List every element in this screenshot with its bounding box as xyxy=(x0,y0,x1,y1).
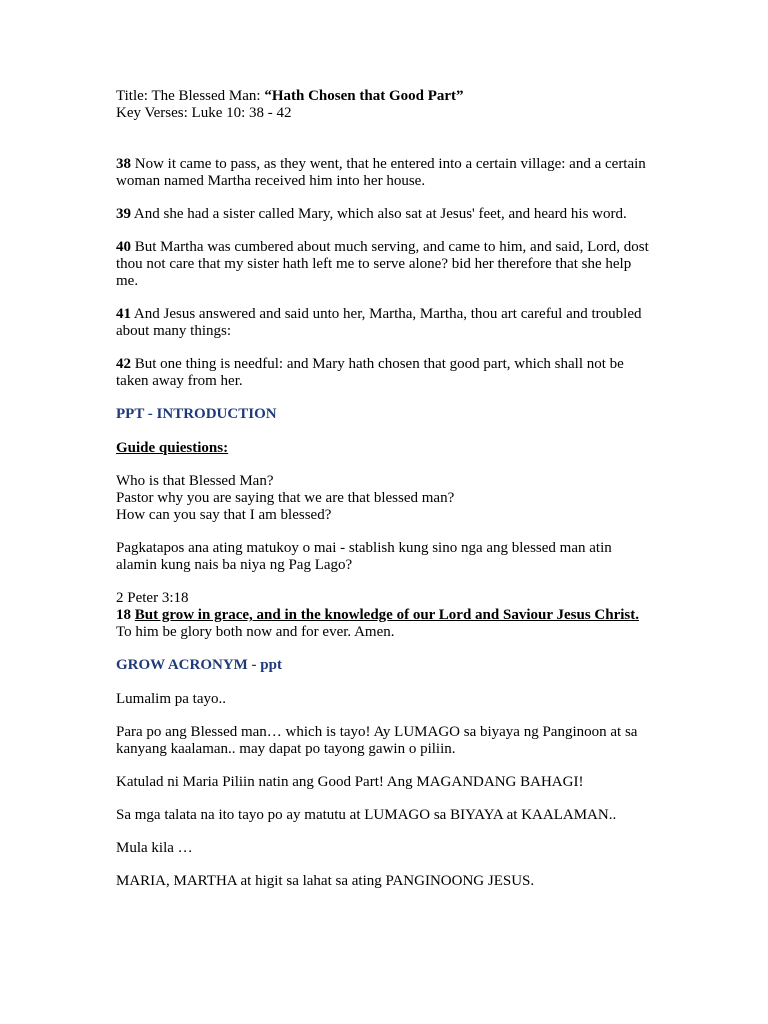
document-body xyxy=(116,88,656,906)
paragraph-katulad: Katulad ni Maria Piliin natin ang Good Part! Ang MAGANDANG BAHAGI! xyxy=(116,774,584,790)
title-line xyxy=(116,88,656,105)
verse-text: But one thing is needful: and Mary hath chosen that good part, which shall not be taken away from her. xyxy=(116,356,624,389)
peter-reference: 2 Peter 3:18 xyxy=(116,590,189,606)
question-2: Pastor why you are saying that we are that blessed man? xyxy=(116,490,455,506)
paragraph-lumalim: Lumalim pa tayo.. xyxy=(116,691,226,707)
verse-38 xyxy=(116,156,656,190)
peter-underlined-text: But grow in grace, and in the knowledge of our Lord and Saviour Jesus Christ. xyxy=(134,607,639,623)
title-bold: “Hath Chosen that Good Part” xyxy=(264,88,464,104)
question-1: Who is that Blessed Man? xyxy=(116,473,274,489)
verse-39 xyxy=(116,206,656,223)
verse-number: 40 xyxy=(116,239,131,255)
question-3: How can you say that I am blessed? xyxy=(116,507,332,523)
peter-verse xyxy=(116,607,656,641)
verse-text: But Martha was cumbered about much serving, and came to him, and said, Lord, dost thou not care that my sister hath left me to serve alone? bid her therefore that she help me. xyxy=(116,239,649,289)
key-verses: Key Verses: Luke 10: 38 - 42 xyxy=(116,105,292,121)
verse-number: 41 xyxy=(116,306,131,322)
paragraph-talata: Sa mga talata na ito tayo po ay matutu at LUMAGO sa BIYAYA at KAALAMAN.. xyxy=(116,807,617,823)
verse-number: 42 xyxy=(116,356,131,372)
paragraph-mula: Mula kila … xyxy=(116,840,193,856)
verse-42 xyxy=(116,356,656,390)
guide-questions-label: Guide quiestions: xyxy=(116,440,229,456)
paragraph-blessed: Para po ang Blessed man… which is tayo! Ay LUMAGO sa biyaya ng Panginoon at sa kanyang kaalaman.. may dapat po tayong gawin o piliin. xyxy=(116,724,638,757)
verse-number: 18 xyxy=(116,607,131,623)
peter-rest-text: To him be glory both now and for ever. Amen. xyxy=(116,624,395,640)
heading-grow: GROW ACRONYM - ppt xyxy=(116,657,282,673)
paragraph-pagkatapos: Pagkatapos ana ating matukoy o mai - stablish kung sino nga ang blessed man atin alamin kung nais ba niya ng Pag Lago? xyxy=(116,540,612,573)
verse-number: 39 xyxy=(116,206,131,222)
verse-number: 38 xyxy=(116,156,131,172)
verse-text: And she had a sister called Mary, which also sat at Jesus' feet, and heard his word. xyxy=(131,206,627,222)
verse-40 xyxy=(116,239,656,290)
verse-text: Now it came to pass, as they went, that he entered into a certain village: and a certain woman named Martha received him into her house. xyxy=(116,156,646,189)
heading-intro: PPT - INTRODUCTION xyxy=(116,406,277,422)
title-prefix: Title: The Blessed Man: xyxy=(116,88,265,104)
verse-text: And Jesus answered and said unto her, Martha, Martha, thou art careful and troubled about many things: xyxy=(116,306,642,339)
verse-41 xyxy=(116,306,656,340)
paragraph-maria: MARIA, MARTHA at higit sa lahat sa ating PANGINOONG JESUS. xyxy=(116,873,535,889)
